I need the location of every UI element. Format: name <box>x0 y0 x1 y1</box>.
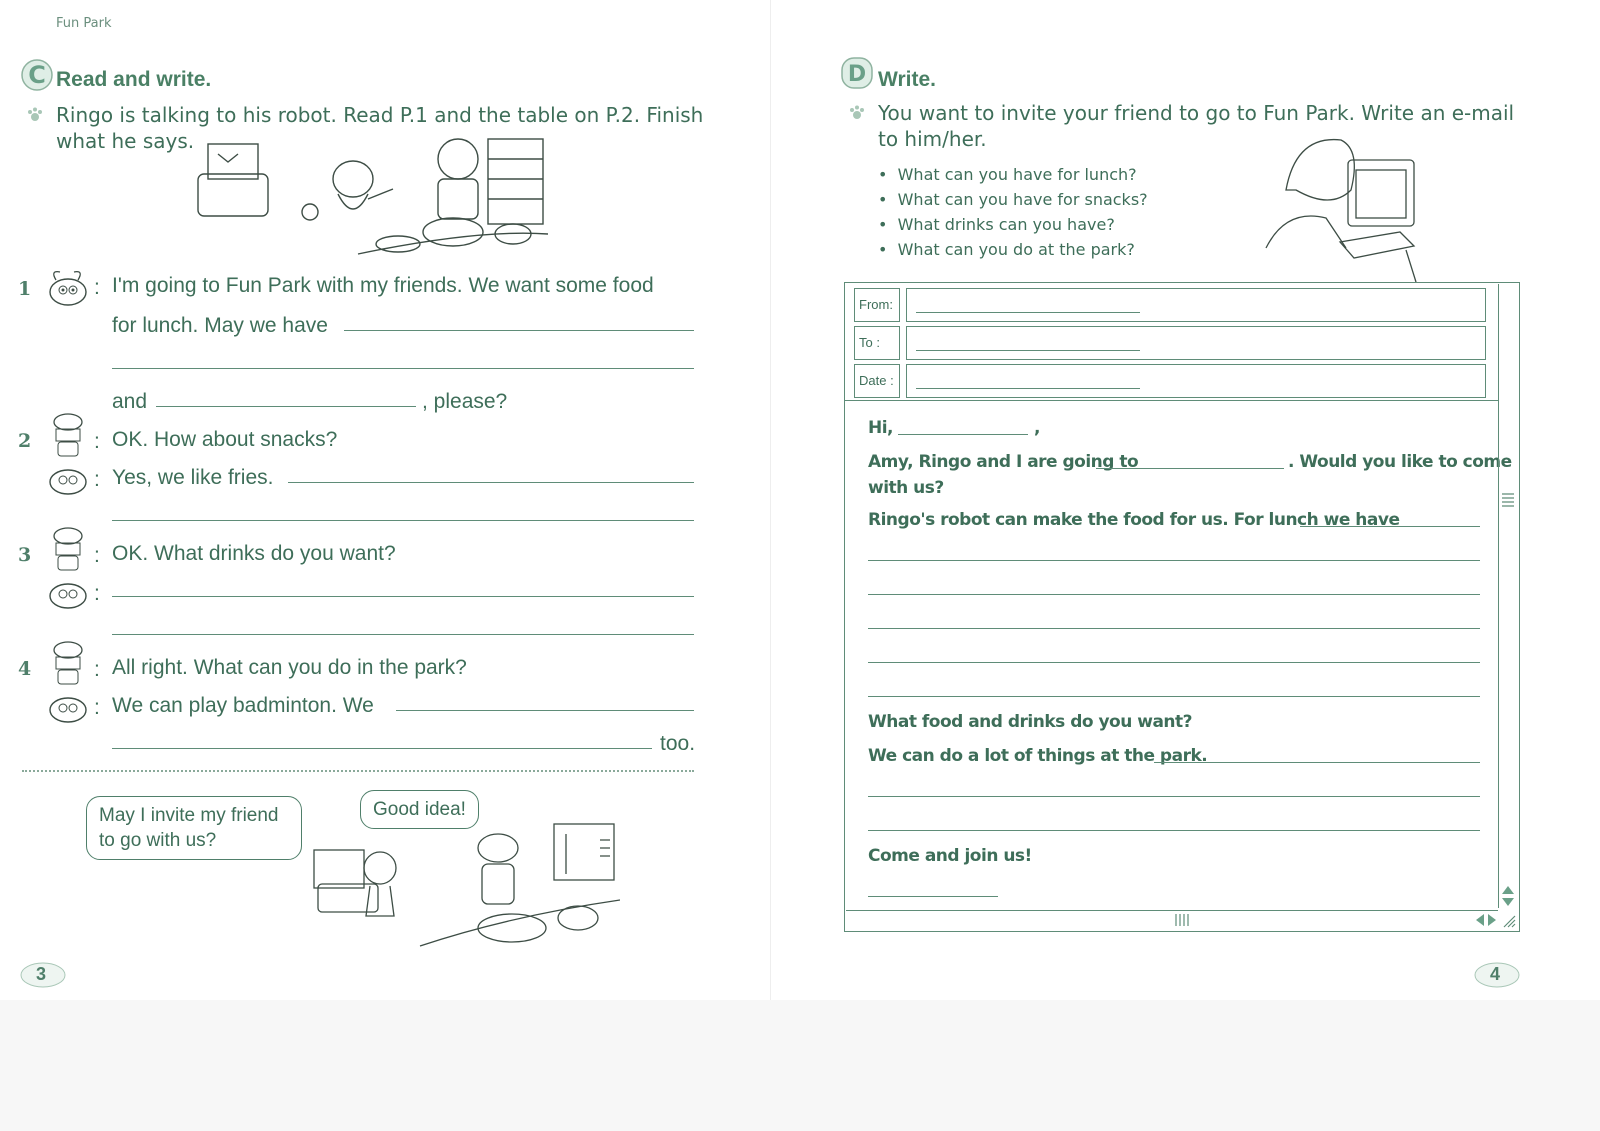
email-line-amy-c: with us? <box>868 478 944 498</box>
girl-computer-illustration <box>1256 130 1426 286</box>
question-1-number: 1 <box>18 278 32 300</box>
body-line-2[interactable] <box>868 594 1480 595</box>
greeting-comma: , <box>1034 418 1040 438</box>
q4-answer-line-1[interactable] <box>396 710 694 711</box>
q4-ringo-line: We can play badminton. We <box>112 694 374 717</box>
friend-name-line[interactable] <box>898 434 1028 435</box>
prompt-text: What can you have for snacks? <box>897 190 1148 209</box>
vertical-scrollbar[interactable] <box>1498 284 1517 908</box>
colon: : <box>94 696 100 719</box>
page-number-left: 3 <box>36 964 47 984</box>
prompt-text: What drinks can you have? <box>897 215 1115 234</box>
q3-robot-line: OK. What drinks do you want? <box>112 542 396 565</box>
section-d-letter-badge <box>840 56 874 90</box>
section-c-letter-badge <box>20 58 54 92</box>
header-divider <box>844 400 1498 401</box>
lunch-line[interactable] <box>1300 526 1480 527</box>
to-field[interactable] <box>906 326 1486 360</box>
section-d-instruction: You want to invite your friend to go to Fun Park. Write an e-mail to him/her. <box>878 101 1515 151</box>
question-2-number: 2 <box>18 430 32 452</box>
section-d-letter: D <box>847 62 867 87</box>
scroll-left-right-arrows-icon[interactable] <box>1474 912 1498 928</box>
email-line-amy-b: . Would you like to come <box>1288 452 1512 472</box>
prompt-text: What can you have for lunch? <box>897 165 1137 184</box>
q1-answer-line-3[interactable] <box>156 406 416 407</box>
q2-answer-line-1[interactable] <box>288 482 694 483</box>
robot-chef-icon <box>48 412 88 458</box>
body-line-4[interactable] <box>868 662 1480 663</box>
activities-line-3[interactable] <box>868 830 1480 831</box>
scan-margin <box>0 1000 1600 1131</box>
robot-chef-icon <box>48 640 88 686</box>
book-title: Fun Park <box>56 16 112 31</box>
q4-robot-line: All right. What can you do in the park? <box>112 656 467 679</box>
q1-and: and <box>112 390 148 413</box>
q1-answer-line-2[interactable] <box>112 368 694 369</box>
email-line-things: We can do a lot of things at the park. <box>868 746 1208 766</box>
robot-kitchen-illustration <box>188 134 548 262</box>
colon: : <box>94 430 100 453</box>
prompt-text: What can you do at the park? <box>897 240 1135 259</box>
paw-icon <box>26 106 44 124</box>
q1-please: , please? <box>422 390 508 413</box>
to-label: To : <box>854 326 900 360</box>
colon: : <box>94 658 100 681</box>
signature-line[interactable] <box>868 896 998 897</box>
date-write-line <box>916 388 1140 389</box>
email-question: What food and drinks do you want? <box>868 712 1193 732</box>
from-field[interactable] <box>906 288 1486 322</box>
dotted-divider <box>22 770 694 772</box>
q4-answer-line-2[interactable] <box>112 748 652 749</box>
speech-bubble-invite: May I invite my friend to go with us? <box>86 796 302 860</box>
q2-ringo-line: Yes, we like fries. <box>112 466 274 489</box>
section-c-title: Read and write. <box>56 68 212 91</box>
q2-robot-line: OK. How about snacks? <box>112 428 338 451</box>
prompt-bullet: • What drinks can you have? <box>878 215 1115 234</box>
prompt-bullet: • What can you have for snacks? <box>878 190 1148 209</box>
colon: : <box>94 468 100 491</box>
robot-chef-icon <box>48 526 88 572</box>
colon: : <box>94 276 100 299</box>
ringo-face-icon <box>46 460 90 496</box>
page-gutter <box>770 0 771 1131</box>
ringo-face-icon <box>46 268 90 308</box>
from-label: From: <box>854 288 900 322</box>
colon: : <box>94 544 100 567</box>
q4-too: too. <box>660 732 696 755</box>
email-greeting: Hi, <box>868 418 894 438</box>
date-field[interactable] <box>906 364 1486 398</box>
prompt-bullet: • What can you do at the park? <box>878 240 1135 259</box>
email-line-robot: Ringo's robot can make the food for us. For lunch we have <box>868 510 1400 530</box>
body-line-1[interactable] <box>868 560 1480 561</box>
email-closing: Come and join us! <box>868 846 1032 866</box>
q1-answer-line-1[interactable] <box>344 330 694 331</box>
q3-answer-line-1[interactable] <box>112 596 694 597</box>
q2-answer-line-2[interactable] <box>112 520 694 521</box>
ringo-robot-laptop-illustration <box>300 820 620 950</box>
page-number-right: 4 <box>1490 964 1501 984</box>
question-3-number: 3 <box>18 544 32 566</box>
scroll-up-down-arrows-icon[interactable] <box>1500 884 1516 908</box>
q3-answer-line-2[interactable] <box>112 634 694 635</box>
horizontal-scroll-thumb[interactable] <box>1172 912 1194 928</box>
to-write-line <box>916 350 1140 351</box>
resize-grip-icon[interactable] <box>1500 912 1516 928</box>
from-write-line <box>916 312 1140 313</box>
date-label: Date : <box>854 364 900 398</box>
paw-icon <box>848 104 866 122</box>
question-4-number: 4 <box>18 658 32 680</box>
speech-bubble-good-idea: Good idea! <box>360 790 479 829</box>
colon: : <box>94 582 100 605</box>
body-line-5[interactable] <box>868 696 1480 697</box>
activities-line-2[interactable] <box>868 796 1480 797</box>
vertical-scroll-thumb[interactable] <box>1500 490 1516 512</box>
prompt-bullet: • What can you have for lunch? <box>878 165 1137 184</box>
section-c-instruction: Ringo is talking to his robot. Read P.1 and the table on P.2. Finish what he says. <box>56 103 704 153</box>
email-line-amy-a: Amy, Ringo and I are going to <box>868 452 1139 472</box>
section-d-title: Write. <box>878 68 936 91</box>
section-c-letter: C <box>28 61 46 89</box>
place-line[interactable] <box>1096 468 1284 469</box>
ringo-face-icon <box>46 688 90 724</box>
activities-line-1[interactable] <box>1154 762 1480 763</box>
ringo-face-icon <box>46 574 90 610</box>
prompt-bullet-list <box>878 162 1148 262</box>
q1-line2: for lunch. May we have <box>112 314 328 337</box>
body-line-3[interactable] <box>868 628 1480 629</box>
q1-line1: I'm going to Fun Park with my friends. We want some food <box>112 274 654 297</box>
